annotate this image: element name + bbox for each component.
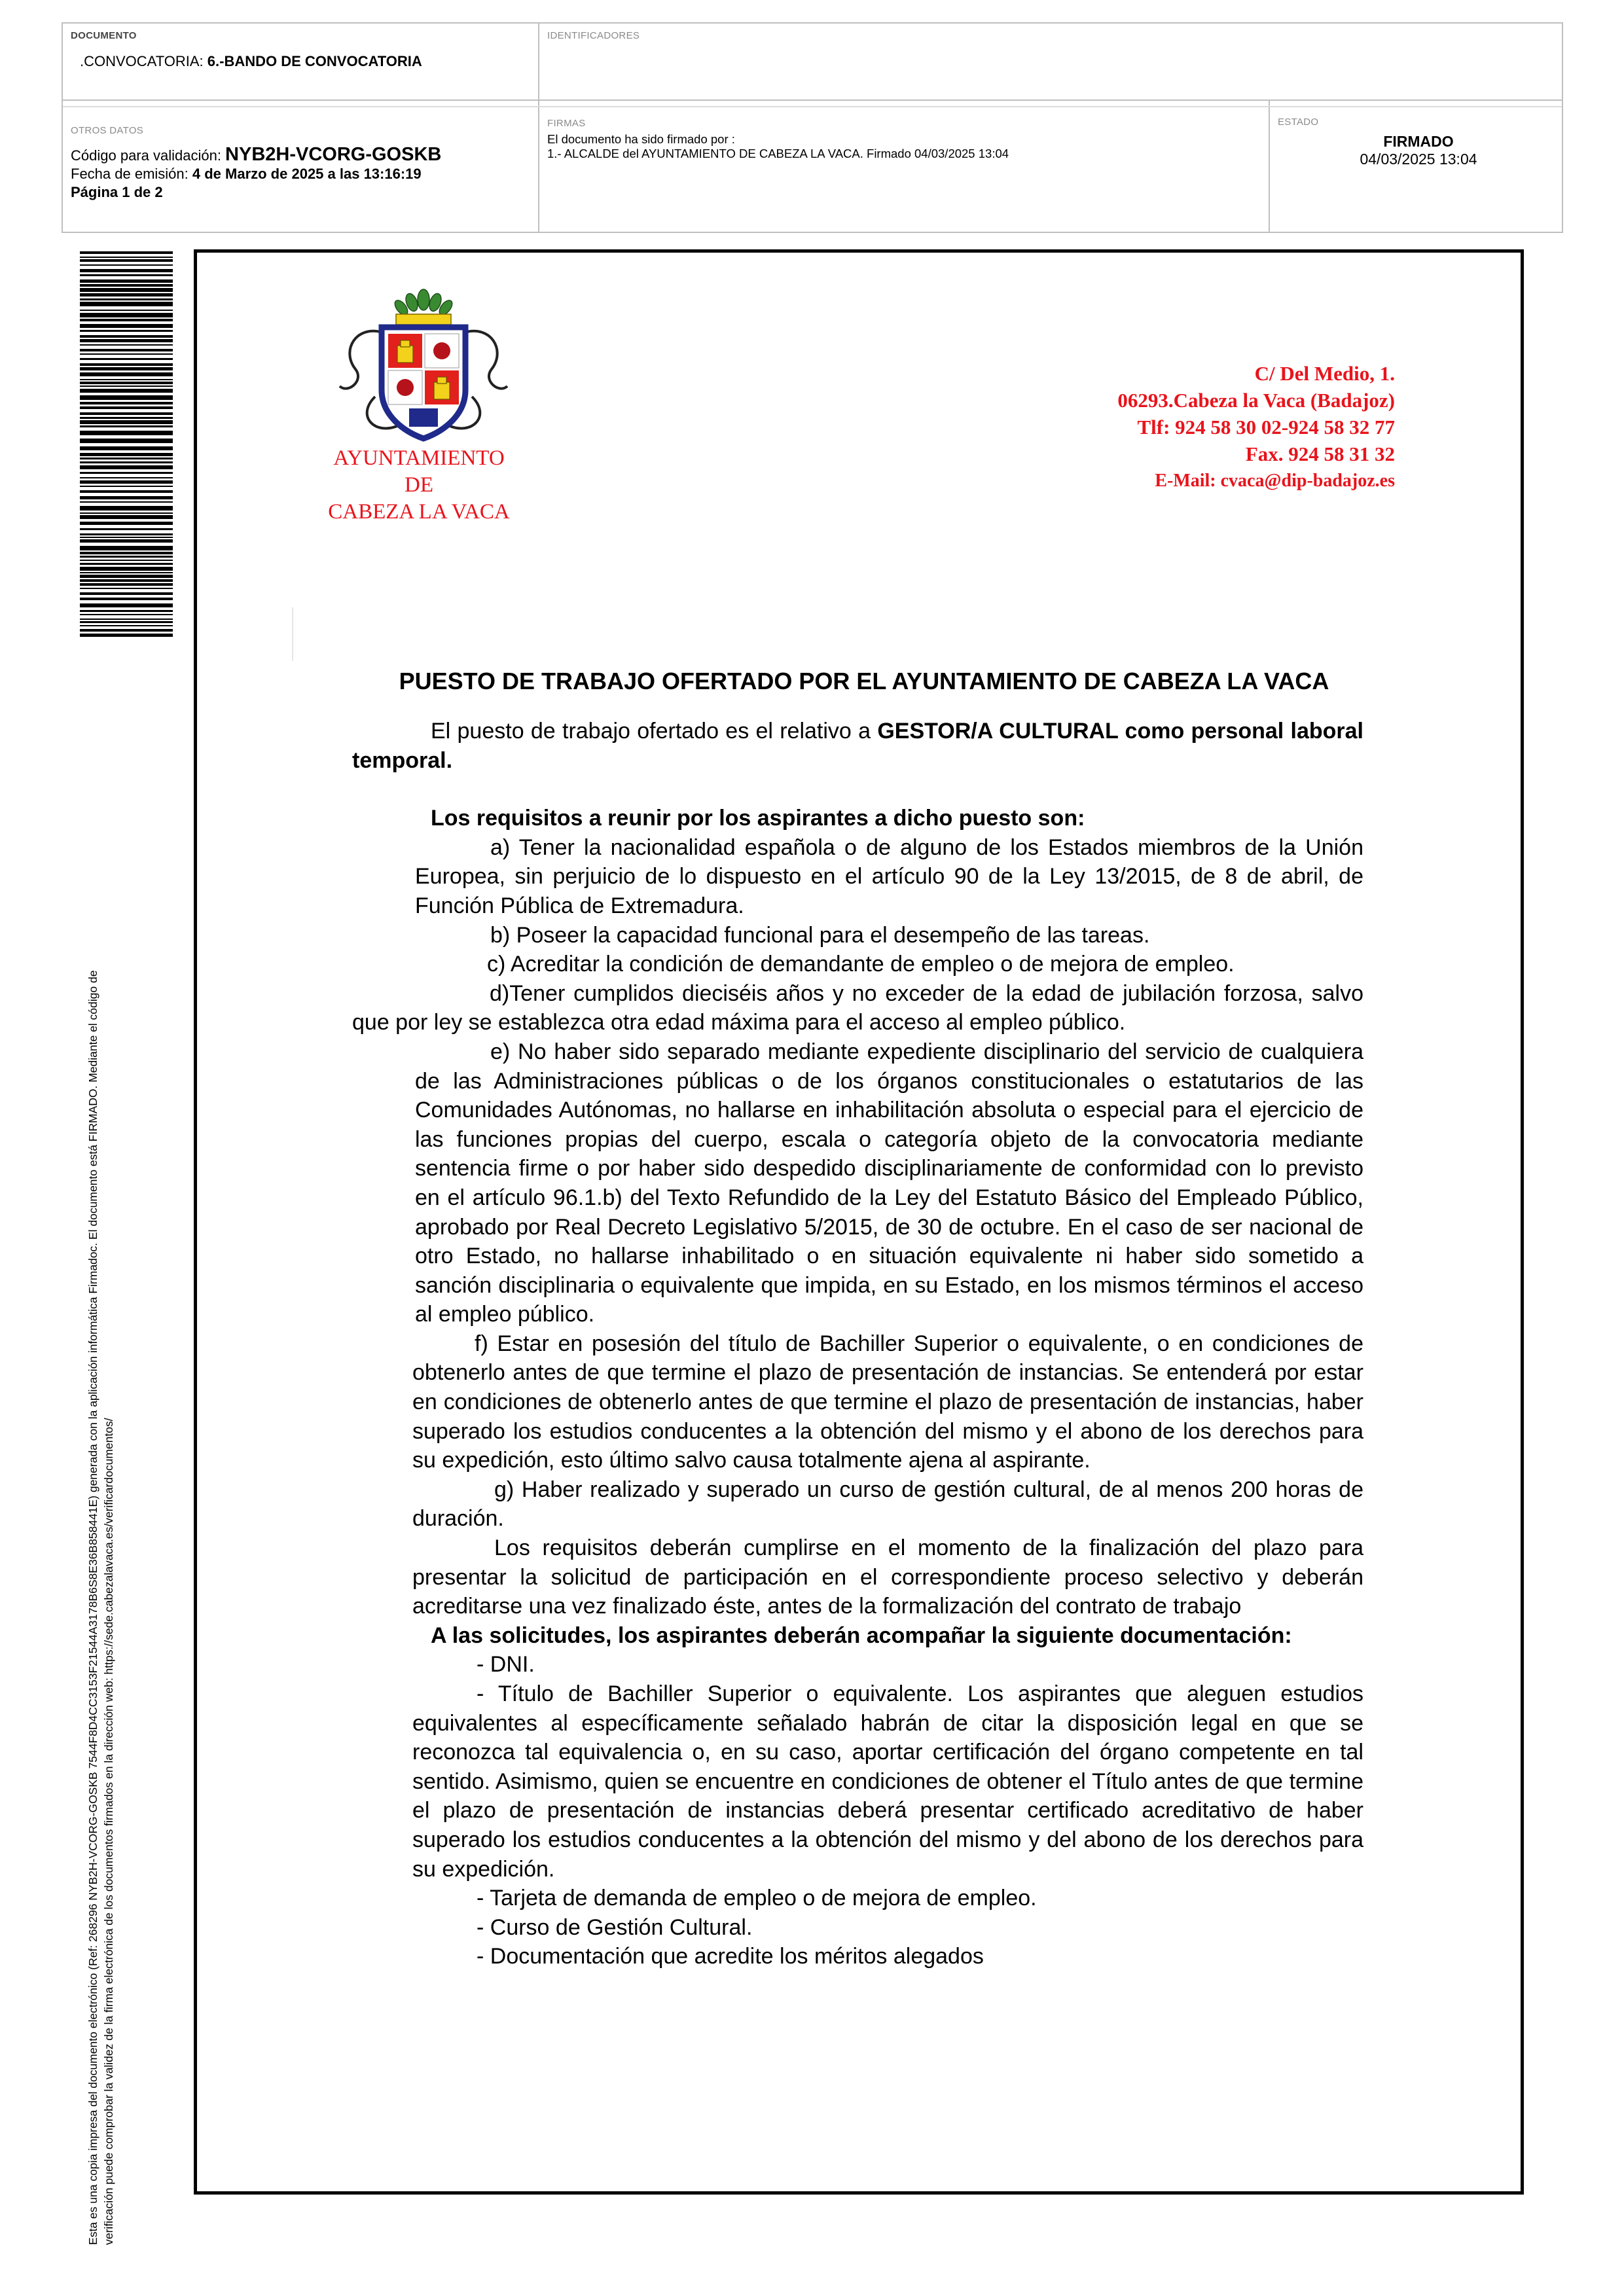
address-email: E-Mail: cvaca@dip-badajoz.es xyxy=(1155,471,1395,491)
barcode-stripe xyxy=(80,339,173,342)
barcode-stripe xyxy=(80,472,173,474)
barcode-stripe xyxy=(80,431,173,435)
barcode-stripe xyxy=(80,490,173,493)
barcode-stripe xyxy=(80,425,173,427)
firmas-label: FIRMAS xyxy=(547,118,586,129)
barcode-stripe xyxy=(80,293,173,296)
estado-date: 04/03/2025 13:04 xyxy=(1360,151,1477,168)
barcode-stripe xyxy=(80,288,173,292)
barcode-stripe xyxy=(80,614,173,615)
barcode-stripe xyxy=(80,269,173,272)
side-text-line: Esta es una copia impresa del documento electrónico (Ref: 268296 NYB2H-VCORG-GOSKB 7544F8D4CC3153F21544A3178B6S8E36B858441E) generada con la aplicación informática Firmadoc. El documento está FIRMADO. Mediante el código de xyxy=(86,970,99,2245)
barcode-stripe xyxy=(80,457,173,459)
barcode-stripe xyxy=(80,330,173,332)
barcode-stripe xyxy=(80,583,173,586)
barcode-stripe xyxy=(80,417,173,419)
requirement-d: d)Tener cumplidos dieciséis años y no exceder de la edad de jubilación forzosa, salvo que por ley se establezca otra edad máxima para el acceso al empleo público. xyxy=(352,980,1363,1035)
doc-item: - DNI. xyxy=(477,1652,535,1677)
barcode-stripe xyxy=(80,579,173,582)
address-phone: Tlf: 924 58 30 02-924 58 32 77 xyxy=(1137,416,1395,439)
barcode-stripe xyxy=(80,406,173,409)
address-fax: Fax. 924 58 31 32 xyxy=(1245,442,1395,465)
verification-side-text xyxy=(85,687,117,2245)
intro-paragraph: El puesto de trabajo ofertado es el relativo a GESTOR/A CULTURAL como personal laboral temporal. xyxy=(352,719,1363,773)
requirement-c: c) Acreditar la condición de demandante de empleo o de mejora de empleo. xyxy=(487,952,1235,977)
barcode-stripe xyxy=(80,556,173,558)
barcode-stripe xyxy=(80,298,173,300)
barcode-stripe xyxy=(80,284,173,287)
side-text-line: verificación puede comprobar la validez de la firma electrónica de los documentos firmados en la dirección web: https://sede.cabezalavaca.es/verificardocumentos/ xyxy=(102,1418,115,2245)
address-city: 06293.Cabeza la Vaca (Badajoz) xyxy=(1117,389,1395,412)
barcode-stripe xyxy=(80,625,173,626)
barcode-stripe xyxy=(80,461,173,463)
barcode-stripe xyxy=(80,313,173,317)
doc-item: - Tarjeta de demanda de empleo o de mejora de empleo. xyxy=(477,1886,1037,1911)
barcode-stripe xyxy=(80,465,173,469)
fecha-emision: Fecha de emisión: 4 de Marzo de 2025 a las 13:16:19 xyxy=(71,166,422,182)
barcode-stripe xyxy=(80,506,173,511)
barcode-stripe xyxy=(80,367,173,370)
barcode-stripe xyxy=(80,358,173,360)
barcode-stripe xyxy=(80,420,173,424)
barcode-stripe xyxy=(80,363,173,366)
barcode-stripe xyxy=(80,533,173,535)
barcode-stripe xyxy=(80,335,173,338)
requirement-e: e) No haber sido separado mediante expediente disciplinario del servicio de cualquiera de las Administraciones públicas o de los órganos constitucionales o estatutarios de las Comunidades Autónomas, no hallarse en inhabilitación absoluta o especial para el ejercicio de las funciones propias del cuerpo, escala o categoría objeto de la convocatoria mediante sentencia firme o por haber sido despedido disciplinariamente de conformidad con lo previsto en el artículo 96.1.b) del Texto Refundido de la Ley del Estatuto Básico del Empleado Público, aprobado por Real Decreto Legislativo 5/2015, de 30 de octubre. En el caso de ser nacional de otro Estado, no hallarse inhabilitado o en situación equivalente ni haber sido sometido a sanción disciplinaria o equivalente que impida, en su Estado, en los mismos términos el acceso al empleo público. xyxy=(415,1039,1363,1327)
barcode-stripe xyxy=(80,259,173,262)
barcode-stripe xyxy=(80,539,173,543)
barcode-stripe xyxy=(80,477,173,478)
doc-item: - Documentación que acredite los méritos alegados xyxy=(477,1944,984,1969)
barcode-stripe xyxy=(80,572,173,573)
barcode-stripe xyxy=(80,512,173,514)
documento-section xyxy=(71,30,422,70)
barcode-stripe xyxy=(80,310,173,311)
requirements-heading: Los requisitos a reunir por los aspirantes a dicho puesto son: xyxy=(431,806,1085,831)
barcode-stripe xyxy=(80,619,173,620)
documentation-heading: A las solicitudes, los aspirantes deberán acompañar la siguiente documentación: xyxy=(431,1623,1292,1648)
barcode-stripe xyxy=(80,386,173,387)
barcode-stripe xyxy=(80,279,173,283)
barcode-stripe xyxy=(80,563,173,565)
barcode-stripe xyxy=(80,522,173,525)
barcode-stripe xyxy=(80,412,173,415)
codigo-validacion: Código para validación: NYB2H-VCORG-GOSKB xyxy=(71,144,442,165)
requirement-a: a) Tener la nacionalidad española o de alguno de los Estados miembros de la Unión Europea, sin perjuicio de lo dispuesto en el artículo 90 de la Ley 13/2015, de 8 de abril, de Función Pública de Extremadura. xyxy=(415,834,1363,918)
barcode-stripe xyxy=(80,264,173,266)
ayuntamiento-name: AYUNTAMIENTO DE CABEZA LA VACA xyxy=(328,446,510,524)
barcode-stripe xyxy=(80,537,173,538)
requirement-f: f) Estar en posesión del título de Bachiller Superior o equivalente, o en condiciones de obtenerlo antes de que termine el plazo de presentación de instancias. Se entenderá por estar en condiciones de obtenerlo antes de que termine el plazo de presentación de instancias, haber superado los estudios conducentes a la obtención del mismo y el abono de los derechos para su expedición, esto último salvo causa totalmente ajena al aspirante. xyxy=(412,1331,1363,1473)
firmas-line: El documento ha sido firmado por : xyxy=(547,132,735,146)
document-title: PUESTO DE TRABAJO OFERTADO POR EL AYUNTAMIENTO DE CABEZA LA VACA xyxy=(399,668,1329,694)
address-street: C/ Del Medio, 1. xyxy=(1254,362,1395,385)
barcode-stripe xyxy=(80,353,173,355)
header-divider xyxy=(538,24,539,232)
otros-datos-section xyxy=(71,122,441,202)
estado-value: FIRMADO xyxy=(1383,133,1454,150)
barcode-stripe xyxy=(80,251,173,254)
barcode-stripe xyxy=(80,610,173,612)
estado-label: ESTADO xyxy=(1278,117,1319,128)
requirements-note: Los requisitos deberán cumplirse en el momento de la finalización del plazo para presentar la solicitud de participación en el correspondiente proceso selectivo y deberán acreditarse una vez finalizado éste, antes de la formalización del contrato de trabajo xyxy=(412,1535,1363,1619)
barcode-stripe xyxy=(80,453,173,456)
header-divider xyxy=(1269,101,1270,232)
barcode-stripe xyxy=(80,379,173,380)
barcode-stripe xyxy=(80,372,173,376)
barcode-stripe xyxy=(80,621,173,623)
barcode-stripe xyxy=(80,552,173,554)
identificadores-label: IDENTIFICADORES xyxy=(547,30,640,41)
barcode-stripe xyxy=(80,257,173,258)
barcode-stripe xyxy=(80,480,173,484)
barcode-stripe xyxy=(80,344,173,346)
faint-mark xyxy=(292,607,293,661)
barcode-stripe xyxy=(80,629,173,632)
doc-item: - Título de Bachiller Superior o equivalente. Los aspirantes que aleguen estudios equivalentes al específicamente señalado habrán de citar la disposición legal en que se reconozca tal equivalencia o, en su caso, aportar certificación del órgano competente en tal sentido. Asimismo, quien se encuentre en condiciones de obtener el Título antes de que termine el plazo de presentación de instancias deberá presentar certificado acreditativo de haber superado los estudios conducentes a la obtención del mismo y del abono de los derechos para su expedición. xyxy=(412,1681,1363,1882)
documento-value: .CONVOCATORIA: 6.-BANDO DE CONVOCATORIA xyxy=(80,53,422,69)
barcode-stripe xyxy=(80,496,173,499)
barcode-stripe xyxy=(80,402,173,404)
documento-label: DOCUMENTO xyxy=(71,30,137,41)
identificadores-section xyxy=(547,30,640,41)
barcode-stripe xyxy=(80,603,173,607)
barcode-stripe xyxy=(80,515,173,519)
barcode-stripe xyxy=(80,274,173,276)
barcode-stripe xyxy=(80,634,173,637)
coat-of-arms-logo xyxy=(336,285,511,444)
firmas-signer: 1.- ALCALDE del AYUNTAMIENTO DE CABEZA LA VACA. Firmado 04/03/2025 13:04 xyxy=(547,147,1009,160)
barcode-stripe xyxy=(80,501,173,503)
requirement-b: b) Poseer la capacidad funcional para el desempeño de las tareas. xyxy=(490,922,1150,948)
barcode-stripe xyxy=(80,324,173,328)
barcode-stripe xyxy=(80,588,173,589)
barcode-stripe xyxy=(80,389,173,393)
barcode-stripe xyxy=(80,567,173,571)
document-header-table xyxy=(62,22,1563,233)
barcode-stripe xyxy=(80,446,173,450)
barcode-stripe xyxy=(80,439,173,443)
requirement-g: g) Haber realizado y superado un curso de gestión cultural, de al menos 200 horas de duración. xyxy=(412,1477,1363,1532)
contact-address xyxy=(871,360,1395,494)
barcode-image xyxy=(80,251,173,639)
barcode-stripe xyxy=(80,395,173,400)
barcode-stripe xyxy=(80,319,173,321)
barcode-stripe xyxy=(80,592,173,595)
document-body xyxy=(352,717,1363,1971)
barcode-stripe xyxy=(80,382,173,384)
barcode-stripe xyxy=(80,598,173,600)
header-divider xyxy=(63,99,1562,101)
barcode-stripe xyxy=(80,486,173,487)
barcode-stripe xyxy=(80,560,173,561)
barcode-stripe xyxy=(80,302,173,306)
barcode-stripe xyxy=(80,546,173,550)
barcode-stripe xyxy=(80,349,173,351)
barcode-stripe xyxy=(80,528,173,530)
firmas-section xyxy=(547,117,1009,161)
otros-datos-label: OTROS DATOS xyxy=(71,125,144,136)
page-number: Página 1 de 2 xyxy=(71,184,163,200)
header-divider xyxy=(63,106,1562,107)
barcode-stripe xyxy=(80,575,173,578)
doc-item: - Curso de Gestión Cultural. xyxy=(477,1914,753,1940)
estado-section xyxy=(1278,117,1559,168)
